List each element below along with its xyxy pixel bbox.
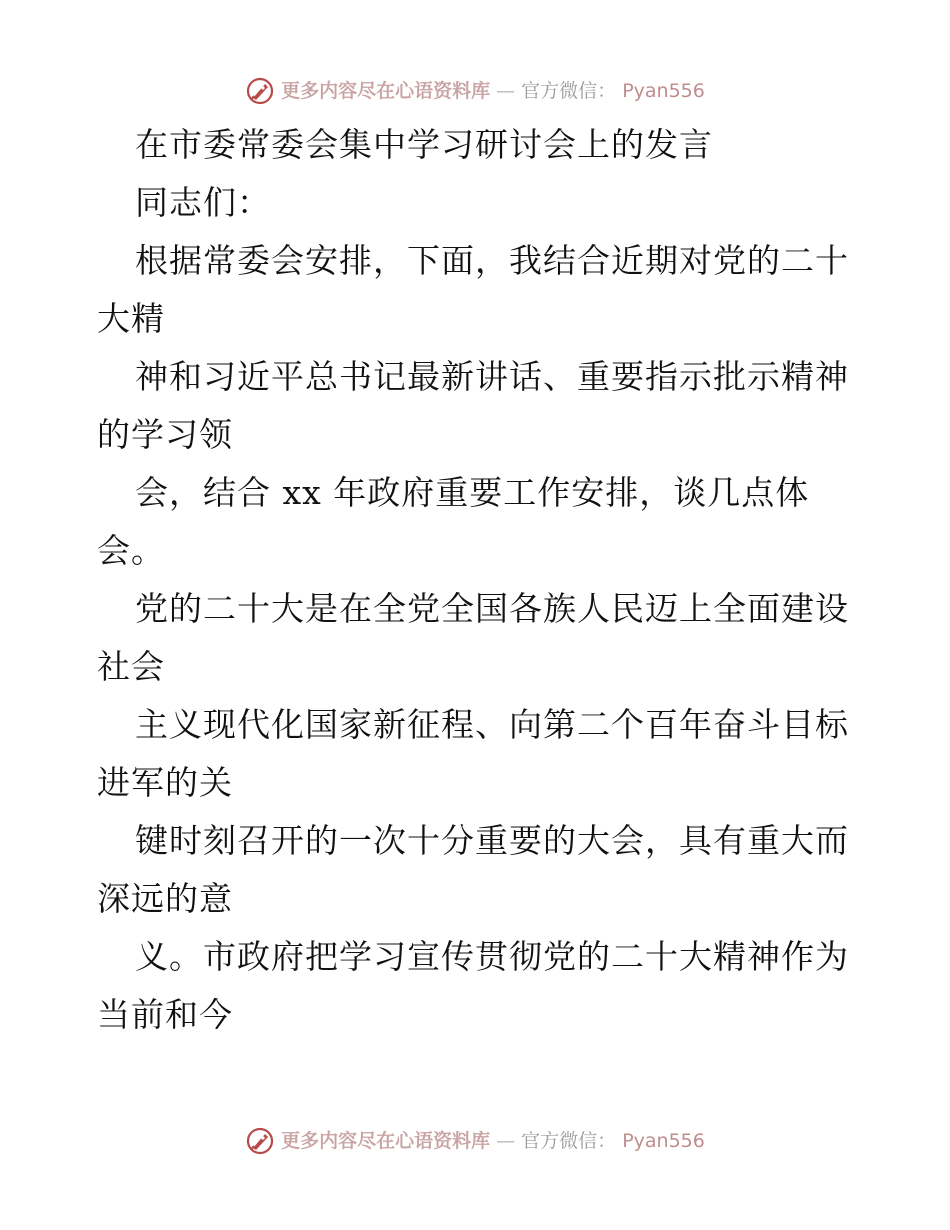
text-line: 的学习领 (97, 415, 233, 454)
watermark-text: 更多内容尽在心语资料库 (281, 80, 491, 102)
text-line: 党的二十大是在全党全国各族人民迈上全面建设 (135, 589, 849, 628)
watermark-wechat-label: 官方微信： (521, 1130, 617, 1152)
text-line: 会，结合 xx 年政府重要工作安排，谈几点体 (135, 473, 810, 512)
text-line: 键时刻召开的一次十分重要的大会，具有重大而 (135, 821, 849, 860)
watermark-dash: — (496, 1130, 516, 1152)
header-watermark (0, 76, 950, 106)
text-line: 大精 (97, 299, 165, 338)
watermark-dash: — (496, 80, 516, 102)
text-line: 在市委常委会集中学习研讨会上的发言 (135, 125, 713, 164)
text-line: 当前和今 (97, 995, 233, 1034)
pen-nib-logo-icon (245, 1126, 275, 1156)
watermark-wechat-label: 官方微信： (521, 80, 617, 102)
text-line: 同志们： (135, 183, 271, 222)
watermark-text: 更多内容尽在心语资料库 (281, 1130, 491, 1152)
text-line: 神和习近平总书记最新讲话、重要指示批示精神 (135, 357, 849, 396)
text-line: 义。市政府把学习宣传贯彻党的二十大精神作为 (135, 937, 849, 976)
text-line: 进军的关 (97, 763, 233, 802)
text-line: 主义现代化国家新征程、向第二个百年奋斗目标 (135, 705, 849, 744)
text-line: 社会 (97, 647, 165, 686)
pen-nib-logo-icon (245, 76, 275, 106)
text-line: 深远的意 (97, 879, 233, 918)
footer-watermark (0, 1126, 950, 1156)
text-line: 会。 (97, 531, 165, 570)
text-line: 根据常委会安排，下面，我结合近期对党的二十 (135, 241, 849, 280)
watermark-wechat-id: Pyan556 (622, 80, 705, 102)
document-body (97, 116, 857, 1044)
watermark-wechat-id: Pyan556 (622, 1130, 705, 1152)
